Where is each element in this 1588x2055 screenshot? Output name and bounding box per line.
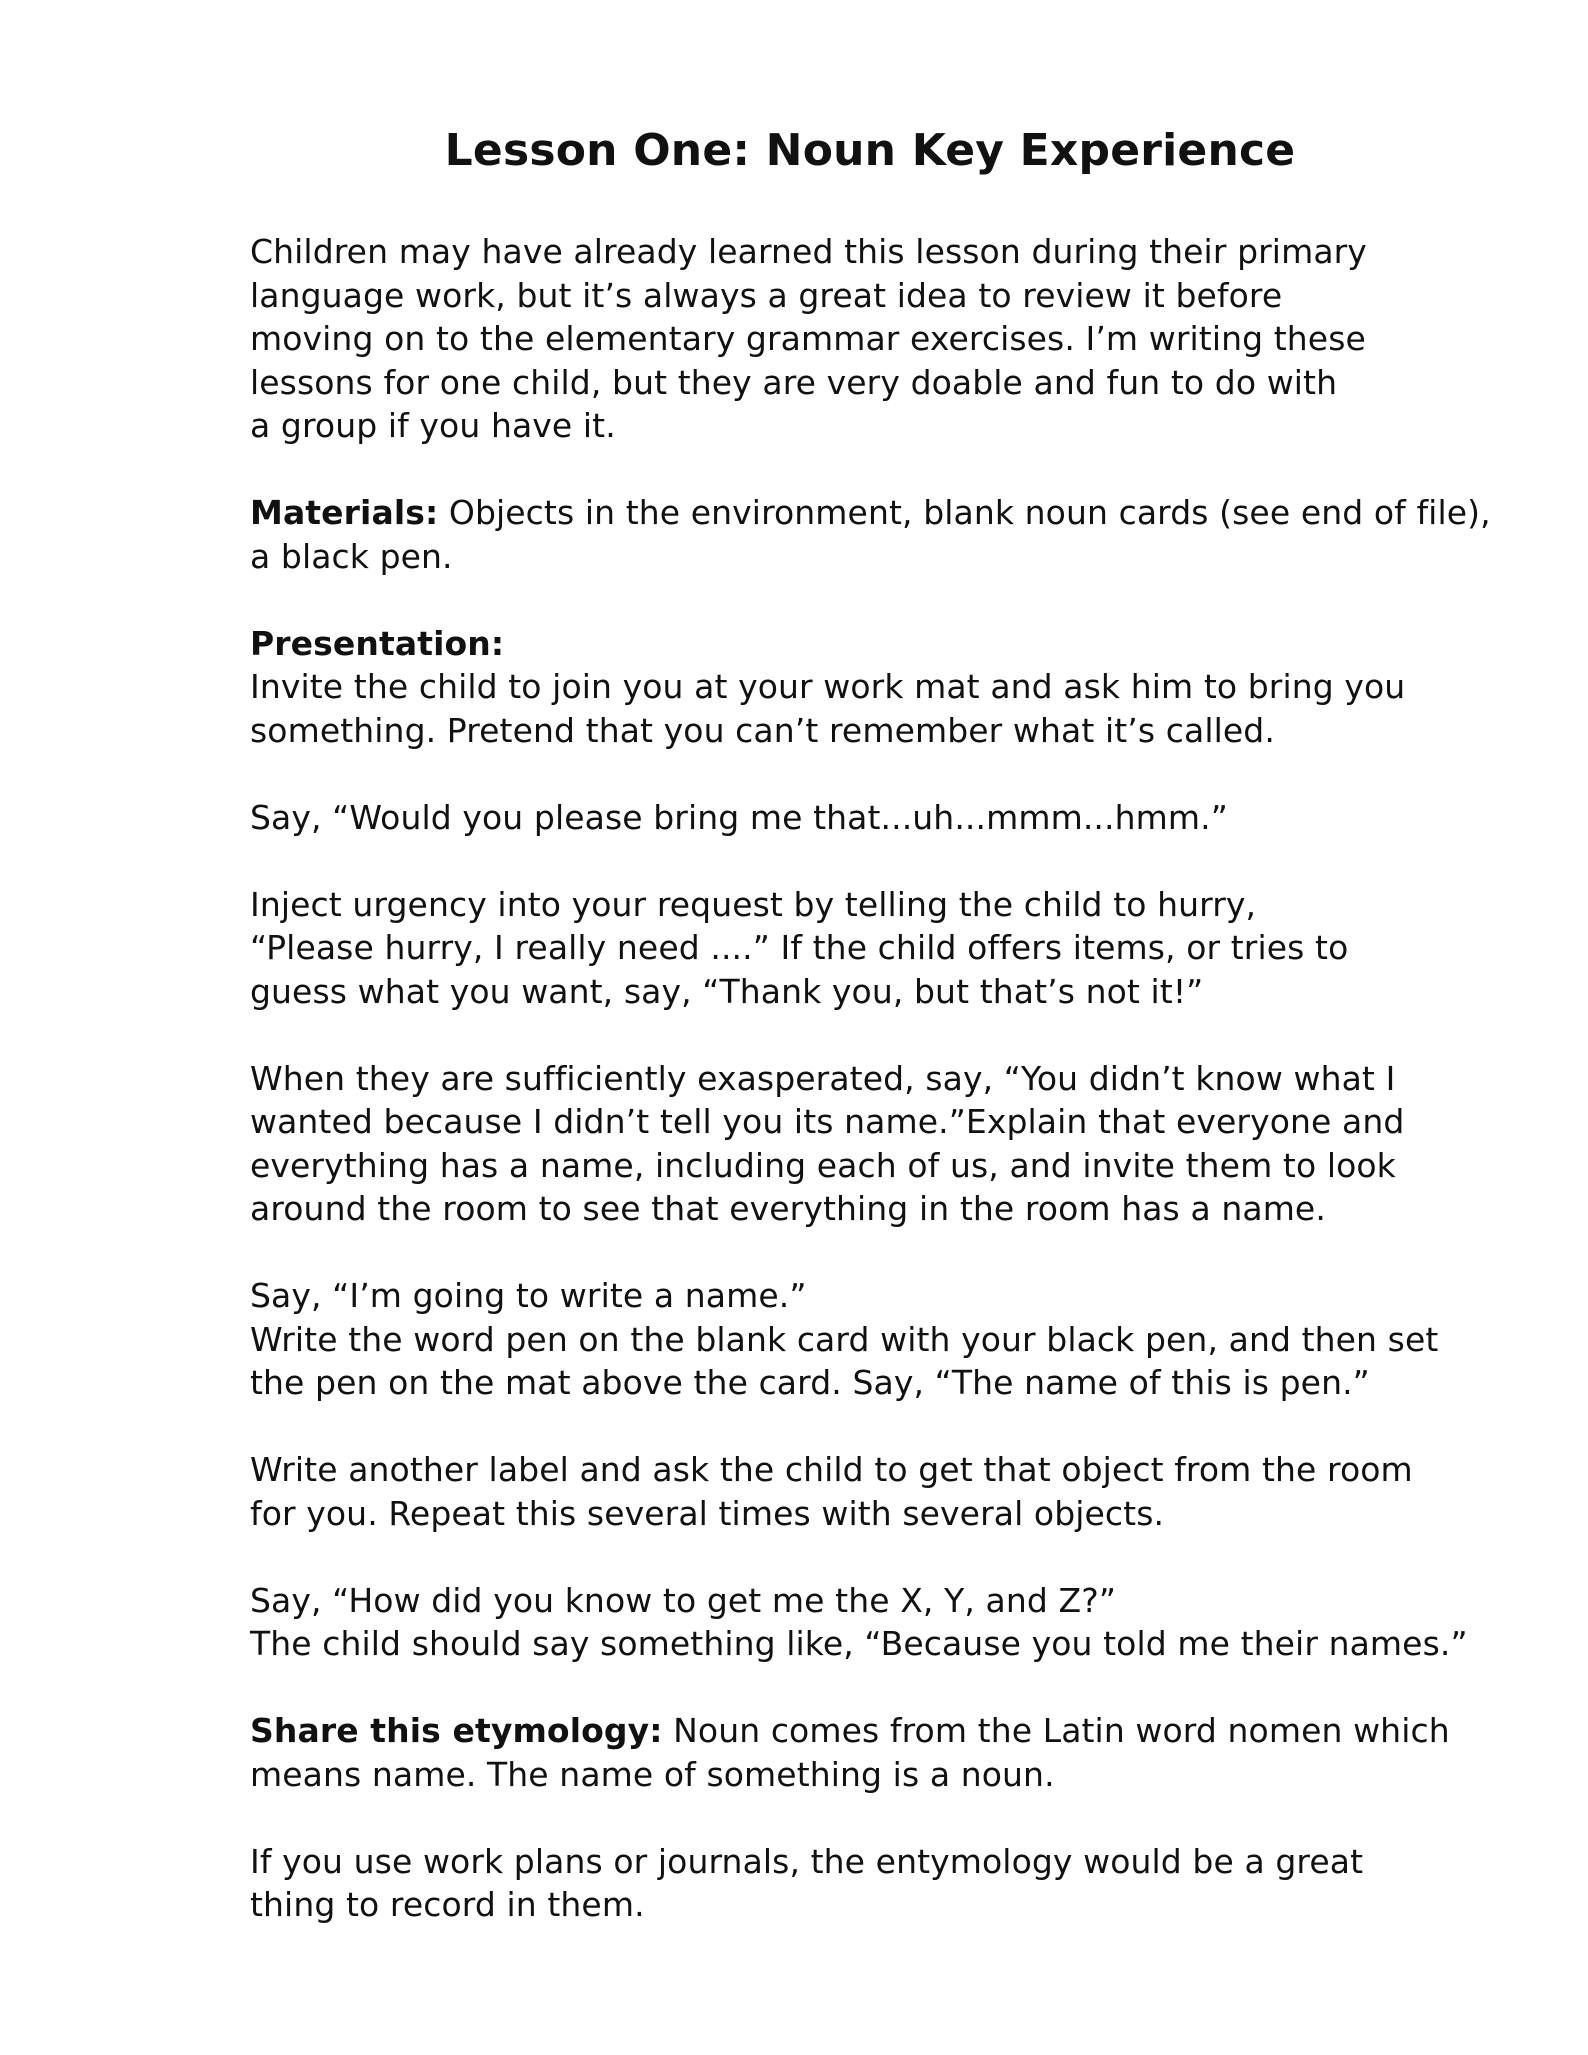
urgency-line: guess what you want, say, “Thank you, but that’s not it!” (250, 971, 1204, 1011)
write-name-paragraph (250, 1274, 1480, 1405)
intro-line: lessons for one child, but they are very doable and fun to do with (250, 362, 1338, 402)
page-title: Lesson One: Noun Key Experience (444, 125, 1296, 176)
materials-line: a black pen. (250, 536, 453, 576)
exasperated-paragraph (250, 1057, 1480, 1231)
another-label-paragraph (250, 1448, 1480, 1535)
say-request-line: Say, “Would you please bring me that...uh...mmm...hmm.” (250, 797, 1228, 837)
materials-line (250, 491, 1491, 535)
write-name-line: Say, “I’m going to write a name.” (250, 1276, 807, 1315)
intro-line: Children may have already learned this lesson during their primary (250, 232, 1367, 271)
materials-paragraph (250, 491, 1491, 578)
intro-line: a group if you have it. (250, 406, 616, 445)
intro-line: moving on to the elementary grammar exercises. I’m writing these (250, 319, 1366, 358)
etymology-line (250, 1709, 1480, 1753)
presentation-line: something. Pretend that you can’t remember what it’s called. (250, 710, 1275, 750)
exasperated-line: wanted because I didn’t tell you its name.”Explain that everyone and (250, 1102, 1405, 1141)
presentation-paragraph (250, 622, 1480, 753)
say-request-paragraph (250, 796, 1480, 840)
lesson-body (250, 230, 1491, 1970)
etymology-text: Noun comes from the Latin word nomen which (662, 1711, 1450, 1750)
materials-label: Materials: (250, 493, 439, 532)
journals-paragraph (250, 1840, 1480, 1927)
presentation-label: Presentation: (250, 623, 505, 663)
how-did-line: The child should say something like, “Because you told me their names.” (250, 1624, 1468, 1663)
urgency-paragraph (250, 883, 1480, 1014)
intro-line: language work, but it’s always a great idea to review it before (250, 275, 1283, 315)
how-did-line: Say, “How did you know to get me the X, Y, and Z?” (250, 1580, 1117, 1620)
materials-text: Objects in the environment, blank noun cards (see end of file), (438, 493, 1491, 532)
another-label-line: Write another label and ask the child to get that object from the room (250, 1450, 1413, 1489)
urgency-line: Inject urgency into your request by telling the child to hurry, (250, 884, 1257, 924)
etymology-line: means name. The name of something is a noun. (250, 1754, 1055, 1794)
exasperated-line: around the room to see that everything in the room has a name. (250, 1189, 1326, 1228)
exasperated-line: everything has a name, including each of us, and invite them to look (250, 1145, 1396, 1185)
etymology-paragraph (250, 1709, 1480, 1796)
write-name-line: Write the word pen on the blank card with your black pen, and then set (250, 1319, 1439, 1359)
intro-paragraph (250, 230, 1480, 448)
exasperated-line: When they are sufficiently exasperated, say, “You didn’t know what I (250, 1058, 1396, 1098)
urgency-line: “Please hurry, I really need ....” If the child offers items, or tries to (250, 928, 1349, 967)
another-label-line: for you. Repeat this several times with several objects. (250, 1493, 1165, 1533)
etymology-label: Share this etymology: (250, 1711, 663, 1750)
how-did-paragraph (250, 1579, 1480, 1666)
journals-line: thing to record in them. (250, 1885, 645, 1924)
presentation-line: Invite the child to join you at your work mat and ask him to bring you (250, 667, 1406, 706)
write-name-line: the pen on the mat above the card. Say, “The name of this is pen.” (250, 1363, 1370, 1402)
journals-line: If you use work plans or journals, the entymology would be a great (250, 1841, 1364, 1881)
